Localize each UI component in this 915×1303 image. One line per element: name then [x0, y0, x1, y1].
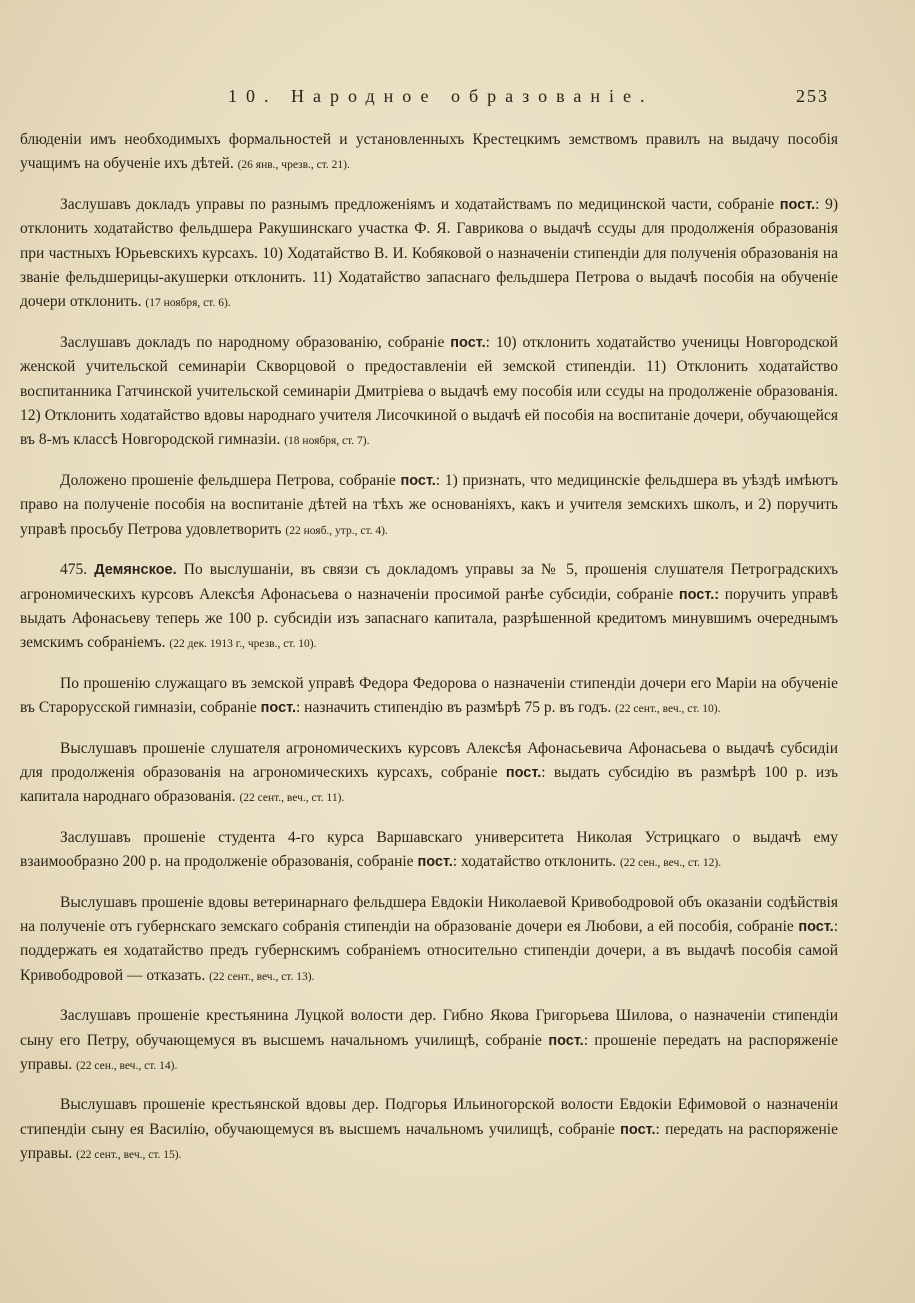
paragraph	[20, 193, 838, 316]
bold-term: пост.	[548, 1032, 584, 1049]
session-reference: (22 сент., веч., ст. 15).	[76, 1149, 182, 1162]
paragraph	[20, 891, 838, 990]
section-title: 10. Народное образованіе.	[228, 86, 654, 106]
bold-term: пост.	[417, 854, 453, 871]
session-reference: (17 ноября, ст. 6).	[145, 297, 231, 310]
paragraph-text: : передать на распоряженіе управы.	[20, 1120, 838, 1163]
session-reference: (22 нояб., утр., ст. 4).	[285, 524, 388, 537]
session-reference: (22 сент., веч., ст. 10).	[615, 703, 721, 716]
running-header	[0, 86, 915, 112]
paragraph	[20, 469, 838, 543]
paragraph-text: : прошеніе передать на распоряженіе управы.	[20, 1031, 838, 1073]
session-reference: (22 сент., веч., ст. 11).	[239, 792, 345, 805]
session-reference: (22 сен., веч., ст. 14).	[76, 1060, 178, 1072]
bold-term: пост.:	[678, 586, 720, 603]
paragraph-text: Заслушавъ прошеніе студента 4-го курса Варшавскаго университета Николая Устрицкаго о выдачѣ ему взаимообразно 200 р. на продолженіе образованія, собраніе	[20, 828, 838, 871]
paragraph	[20, 826, 838, 876]
paragraph-text: : ходатайство отклонить.	[452, 853, 620, 871]
paragraph	[20, 1093, 838, 1167]
paragraph	[20, 558, 838, 657]
session-reference: (26 янв., чрезв., ст. 21).	[237, 159, 350, 172]
bold-term: пост.	[260, 700, 296, 717]
paragraph-text: блюденіи имъ необходимыхъ формальностей и установленныхъ Крестецкимъ земствомъ правилъ на выдачу пособія учащимъ на обученіе ихъ дѣтей.	[20, 131, 838, 173]
body-text	[20, 128, 838, 1183]
paragraph-text: : поддержать ея ходатайство предъ губернскимъ собраніемъ относительно стипендіи дочери, а въ выдачѣ пособія самой Кривободровой — отказать.	[20, 917, 838, 984]
bold-term: пост.	[798, 918, 834, 935]
bold-term: пост.	[450, 334, 486, 351]
session-reference: (22 дек. 1913 г., чрезв., ст. 10).	[169, 638, 317, 651]
paragraph-text: Заслушавъ докладъ по народному образованію, собраніе	[60, 333, 451, 351]
paragraph-text: По прошенію служащаго въ земской управѣ Федора Федорова о назначеніи стипендіи дочери его Маріи на обученіе въ Старорусской гимназіи, собраніе	[20, 674, 838, 717]
paragraph-text: Заслушавъ докладъ управы по разнымъ предложеніямъ и ходатайствамъ по медицинской части, собраніе	[60, 195, 780, 213]
paragraph-text: Заслушавъ прошеніе крестьянина Луцкой волости дер. Гибно Якова Григорьева Шилова, о назначеніи стипендіи сыну его Петру, обучающемуся въ высшемъ начальномъ училищѣ, собраніе	[20, 1007, 838, 1049]
paragraph	[20, 672, 838, 722]
paragraph-text: Доложено прошеніе фельдшера Петрова, собраніе	[60, 471, 401, 489]
paragraph	[20, 1004, 838, 1078]
bold-term: пост.	[620, 1121, 656, 1138]
paragraph-text: : 10) отклонить ходатайство ученицы Новгородской женской учительской семинаріи Скворцовой о предоставленіи ей земской стипендіи. 11) Отклонить ходатайство воспитанника Гатчинской учительской семинаріи Дмитріева о выдачѣ ему пособія или ссуды на продолженіе образованія. 12) Отклонить ходатайство вдовы народнаго учителя Лисочкиной о выдачѣ ей пособія на воспитаніе дочери, обучающейся въ 8-мъ классѣ Новгородской гимназіи.	[20, 333, 838, 449]
bold-term: пост.	[505, 764, 542, 781]
bold-term: Демянское.	[94, 562, 177, 579]
paragraph-text: : назначить стипендію въ размѣрѣ 75 р. въ годъ.	[295, 699, 616, 717]
session-reference: (22 сен., веч., ст. 12).	[619, 857, 722, 870]
paragraph-text: : выдать субсидію въ размѣрѣ 100 р. изъ капитала народнаго образованія.	[20, 763, 839, 806]
paragraph	[20, 331, 838, 454]
paragraph-text: По выслушаніи, въ связи съ докладомъ управы за № 5, прошенія слушателя Петроградскихъ агрономическихъ курсовъ Алексѣя Афонасьева о назначеніи просимой ранѣе субсидіи, собраніе	[20, 561, 838, 603]
bold-term: пост.	[400, 472, 436, 489]
bold-term: пост.	[779, 196, 816, 213]
paragraph	[20, 737, 838, 811]
session-reference: (18 ноября, ст. 7).	[284, 435, 370, 448]
paragraph-text: Выслушавъ прошеніе вдовы ветеринарнаго фельдшера Евдокіи Николаевой Кривободровой объ оказаніи содѣйствія на полученіе отъ губернскаго земскаго собранія стипендіи на образованіе дочери ея Любови, а ей пособія, собраніе	[20, 893, 838, 935]
paragraph-text: Выслушавъ прошеніе крестьянской вдовы дер. Подгорья Ильиногорской волости Евдокіи Ефимовой о назначеніи стипендіи сыну ея Василію, обучающемуся въ высшемъ начальномъ училищѣ, собраніе	[20, 1096, 838, 1138]
paragraph-text: Выслушавъ прошеніе слушателя агрономическихъ курсовъ Алексѣя Афонасьевича Афонасьева о выдачѣ субсидіи для продолженія образованія на агрономическихъ курсахъ, собраніе	[20, 739, 838, 781]
paragraph-text: 475.	[60, 561, 95, 579]
page-number: 253	[796, 86, 829, 106]
session-reference: (22 сент., веч., ст. 13).	[209, 970, 315, 983]
paragraph-text: поручить управѣ выдать Афонасьеву теперь же 100 р. субсидіи изъ запаснаго капитала, разрѣшенной кредитомъ минувшимъ очереднымъ земскимъ собраніемъ.	[20, 585, 839, 652]
paragraph-text: : 9) отклонить ходатайство фельдшера Ракушинскаго участка Ф. Я. Гаврикова о выдачѣ ссуды для продолженія образованія при частныхъ Юрьевскихъ курсахъ. 10) Ходатайство В. И. Кобяковой о назначеніи стипендіи для полученія образованія на званіе фельдшерицы-акушерки отклонить. 11) Ходатайство запаснаго фельдшера Петрова о выдачѣ пособія на обученіе дочери отклонить.	[20, 195, 838, 311]
paragraph	[20, 128, 838, 178]
paragraph-text: : 1) признать, что медицинскіе фельдшера въ уѣздѣ имѣютъ право на полученіе пособія на воспитаніе дѣтей на тѣхъ же основаніяхъ, какъ и учителя земскихъ школъ, и 2) поручить управѣ просьбу Петрова удовлетворить	[20, 471, 839, 538]
